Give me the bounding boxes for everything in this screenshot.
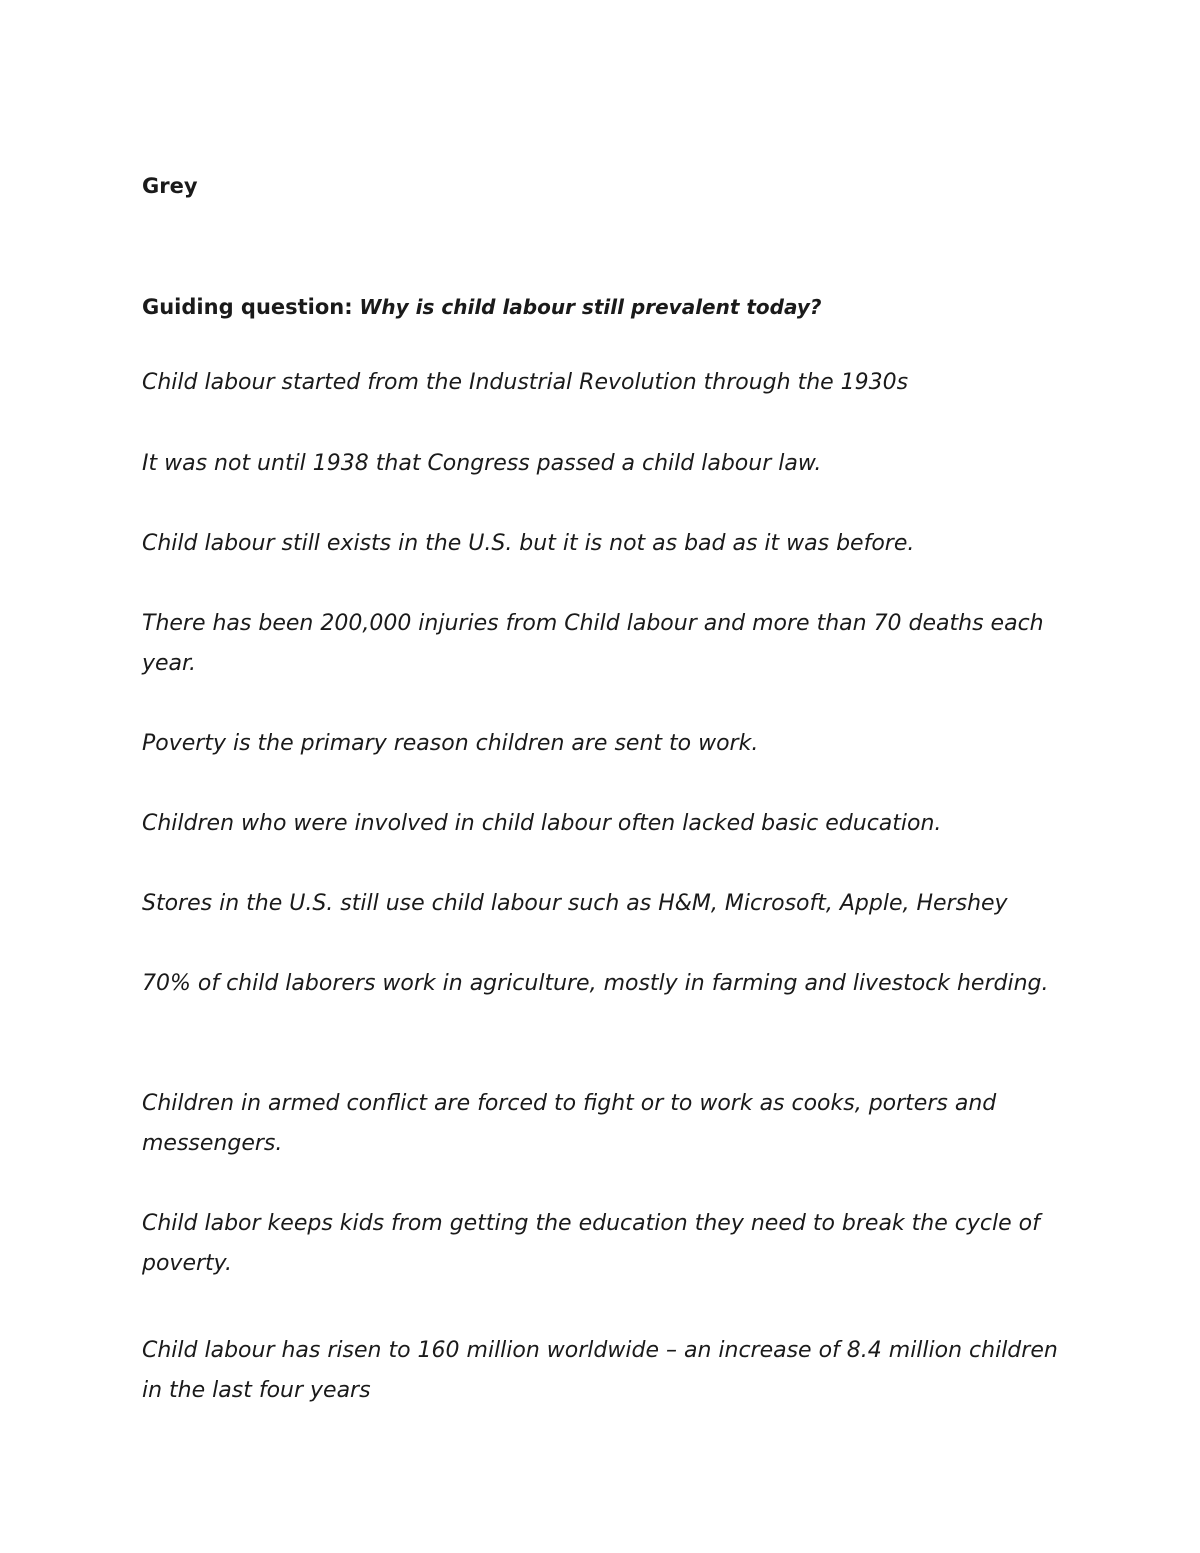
author-name: Grey (142, 174, 198, 198)
note-item: Children in armed conflict are forced to fight or to work as cooks, porters and messengers. (142, 1091, 997, 1156)
guiding-question-label: Guiding question: (142, 295, 353, 319)
note-item: Child labour still exists in the U.S. but it is not as bad as it was before. (142, 531, 915, 556)
note-item: There has been 200,000 injuries from Child labour and more than 70 deaths each year. (142, 611, 1044, 676)
note-item: Child labour has risen to 160 million worldwide – an increase of 8.4 million children in the last four years (142, 1338, 1058, 1403)
note-item: Child labor keeps kids from getting the education they need to break the cycle of poverty. (142, 1211, 1040, 1276)
note-item: Children who were involved in child labour often lacked basic education. (142, 811, 942, 836)
note-item: Child labour started from the Industrial Revolution through the 1930s (142, 370, 909, 395)
guiding-question (142, 292, 822, 322)
note-item: Poverty is the primary reason children are sent to work. (142, 731, 759, 756)
note-item: 70% of child laborers work in agriculture, mostly in farming and livestock herding. (142, 971, 1049, 996)
guiding-question-text: Why is child labour still prevalent today? (359, 295, 822, 319)
note-item: It was not until 1938 that Congress passed a child labour law. (142, 451, 822, 476)
note-item: Stores in the U.S. still use child labour such as H&M, Microsoft, Apple, Hershey (142, 891, 1008, 916)
